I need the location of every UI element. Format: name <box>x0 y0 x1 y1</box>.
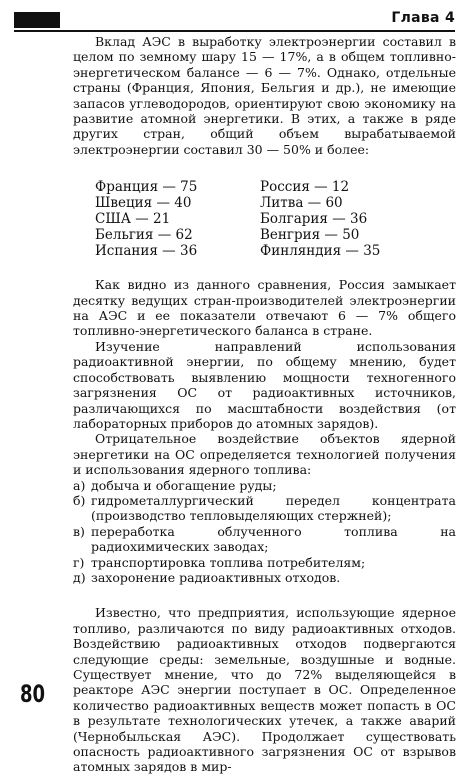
fuel-cycle-list <box>73 478 456 586</box>
country-entry: Швеция — 40 <box>95 195 192 212</box>
list-item <box>73 493 456 524</box>
country-entry: Испания — 36 <box>95 243 198 260</box>
list-item-text: транспортировка топлива потребителям; <box>91 554 366 570</box>
country-column-left <box>95 179 260 259</box>
chapter-title: Глава 4 <box>391 10 455 26</box>
country-column-right <box>260 179 450 259</box>
list-item <box>73 570 456 585</box>
list-item <box>73 524 456 555</box>
list-marker: а) <box>73 477 86 493</box>
paragraph-5: Известно, что предприятия, использующие ядерное топливо, различаются по виду радиоактивных отходов. Воздействию радиоактивных отходов подвергаются следующие среды: земельные, воздушные и водные. Существует мнение, что до 72% выделяющейся в реакторе АЭС энергии поступает в ОС. Определенное количество радиоактивных веществ может попасть в ОС в результате технологических утечек, а также аварий (Чернобыльская АЭС). Продолжает существовать опасность радиоактивного загрязнения ОС от взрывов атомных зарядов в мир- <box>73 605 456 775</box>
paragraph-3: Изучение направлений использования радиоактивной энергии, по общему мнению, будет способствовать выявлению мощности техногенного загрязнения ОС от радиоактивных источников, различающихся по масштабности воздействия (от лабораторных приборов до атомных зарядов). <box>73 338 456 431</box>
country-entry: Бельгия — 62 <box>95 227 193 244</box>
country-entry: Финляндия — 35 <box>260 243 381 260</box>
list-item <box>73 555 456 570</box>
list-marker: в) <box>73 523 85 539</box>
country-entry: Франция — 75 <box>95 179 198 196</box>
list-marker: г) <box>73 554 85 570</box>
country-entry: США — 21 <box>95 211 171 228</box>
country-entry: Россия — 12 <box>260 179 350 196</box>
list-marker: б) <box>73 492 86 508</box>
list-item-text: переработка облученного топлива на радиохимических заводах; <box>91 523 456 555</box>
list-item-text: захоронение радиоактивных отходов. <box>91 569 341 585</box>
list-item-text: добыча и обогащение руды; <box>91 477 277 493</box>
section-gap <box>73 585 456 605</box>
page-number: 80 <box>20 680 46 708</box>
list-item-text: гидрометаллургический передел концентрата (производство тепловыделяющих стержней); <box>91 492 456 524</box>
paragraph-1: Вклад АЭС в выработку электроэнергии составил в целом по земному шару 15 — 17%, а в общем топливно-энергетическом балансе — 6 — 7%. Однако, отдельные страны (Франция, Япония, Бельгия и др.), не имеющие запасов углеводородов, ориентируют свою экономику на развитие атомной энергетики. В этих, а также в ряде других стран, общий объем вырабатываемой электроэнергии составил 30 — 50% и более: <box>73 34 456 157</box>
paragraph-2: Как видно из данного сравнения, Россия замыкает десятку ведущих стран-производителей электроэнергии на АЭС и ее показатели отвечают 6 — 7% общего топливно-энергетического баланса в стране. <box>73 277 456 339</box>
running-header <box>14 10 455 32</box>
list-marker: д) <box>73 569 86 585</box>
country-entry: Болгария — 36 <box>260 211 368 228</box>
header-black-block <box>14 12 60 28</box>
country-share-list <box>95 179 456 259</box>
list-item <box>73 478 456 493</box>
country-entry: Венгрия — 50 <box>260 227 360 244</box>
page-body <box>73 34 456 775</box>
paragraph-4: Отрицательное воздействие объектов ядерной энергетики на ОС определяется технологией получения и использования ядерного топлива: <box>73 431 456 478</box>
country-entry: Литва — 60 <box>260 195 343 212</box>
